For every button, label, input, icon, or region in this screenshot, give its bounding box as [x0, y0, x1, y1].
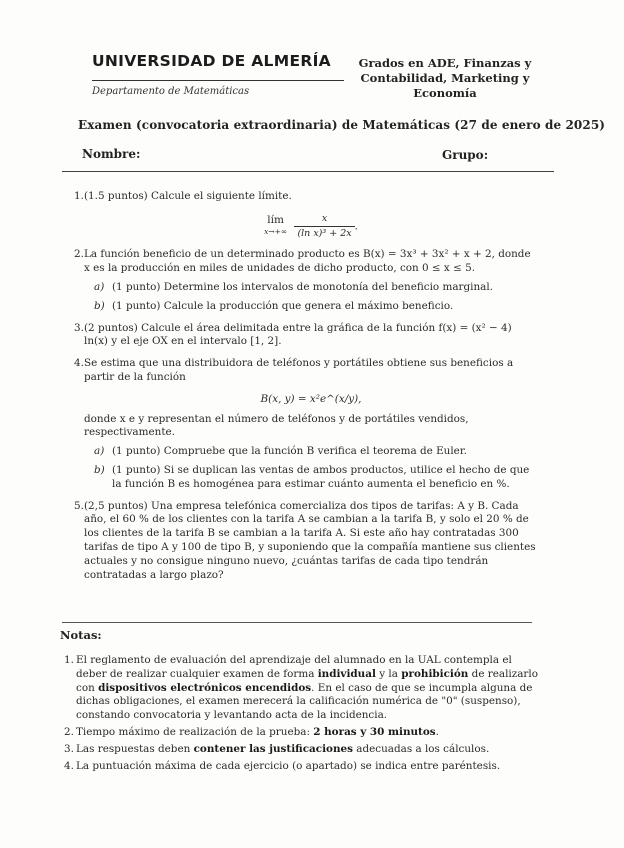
- university-name: UNIVERSIDAD DE ALMERÍA: [92, 52, 331, 70]
- department-name: Departamento de Matemáticas: [92, 86, 250, 97]
- problem-number: 5.: [74, 499, 84, 512]
- problems-section: [74, 190, 538, 590]
- name-label: Nombre:: [82, 147, 141, 161]
- note-item: 2. Tiempo máximo de realización de la prueba: 2 horas y 30 minutos.: [64, 725, 439, 738]
- problem-5: [74, 500, 538, 583]
- problem-text: (2,5 puntos) Una empresa telefónica comercializa dos tipos de tarifas: A y B. Cada año, el 60 % de los clientes con la tarifa A se cambian a la tarifa B, y solo el 20 % de los clientes de la tarifa B se cambian a la tarifa A. Si este año hay contratadas 300 tarifas de tipo A y 100 de tipo B, y suponiendo que la compañía mantiene sus clientes actuales y no consigue ninguno nuevo, ¿cuántas tarifas de cada tipo tendrán contratadas a largo plazo?: [84, 499, 536, 581]
- problem-text: La función beneficio de un determinado producto es B(x) = 3x³ + 3x² + x + 2, donde x es la producción en miles de unidades de dicho producto, con 0 ≤ x ≤ 5.: [84, 248, 531, 275]
- problem-2: [74, 248, 538, 313]
- problem-text: (1.5 puntos) Calcule el siguiente límite.: [84, 190, 292, 202]
- notes-rule: [62, 622, 532, 623]
- problem-number: 3.: [74, 321, 84, 334]
- problem-part: b) (1 punto) Si se duplican las ventas de ambos productos, utilice el hecho de que la función B es homogénea para estimar cuánto aumenta el beneficio en %.: [94, 463, 530, 490]
- bold-term: individual: [317, 667, 376, 680]
- problem-4: [74, 357, 538, 491]
- problem-text-after: donde x e y representan el número de teléfonos y de portátiles vendidos, respectivamente.: [84, 412, 469, 439]
- problem-text: Se estima que una distribuidora de teléfonos y portátiles obtiene sus beneficios a partir de la función: [84, 357, 514, 383]
- degree-line: Economía: [413, 86, 477, 100]
- problem-part: a) (1 punto) Compruebe que la función B verifica el teorema de Euler.: [94, 445, 467, 458]
- limit-operator: lím x→+∞: [264, 213, 288, 236]
- problem-text: (2 puntos) Calcule el área delimitada entre la gráfica de la función f(x) = (x² − 4) ln(x) y el eje OX en el intervalo [1, 2].: [84, 321, 512, 348]
- note-item: 3. Las respuestas deben contener las justificaciones adecuadas a los cálculos.: [64, 742, 490, 755]
- profit-formula: B(x, y) = x²e^(x/y),: [260, 392, 362, 405]
- degree-line: Grados en ADE, Finanzas y: [358, 56, 532, 70]
- problem-3: [74, 322, 538, 350]
- bold-term: contener las justificaciones: [193, 742, 353, 755]
- group-label: Grupo:: [442, 148, 489, 162]
- header-rule: [92, 80, 344, 81]
- note-item: 1. El reglamento de evaluación del aprendizaje del alumnado en la UAL contempla el deber de realizar cualquier examen de forma individual y la prohibición de realizarlo con dispositivos electrónicos encendidos. En el caso de que se incumpla alguna de dichas obligaciones, el examen merecerá la calificación numérica de "0" (suspenso), constando convocatoria y levantando acta de la incidencia.: [64, 654, 538, 722]
- degrees-block: [350, 56, 540, 101]
- exam-title: Examen (convocatoria extraordinaria) de Matemáticas (27 de enero de 2025): [78, 118, 606, 132]
- degree-line: Contabilidad, Marketing y: [360, 71, 530, 85]
- problem-part: a) (1 punto) Determine los intervalos de monotonía del beneficio marginal.: [94, 280, 493, 293]
- name-rule: [62, 171, 554, 172]
- notes-list: [62, 654, 538, 776]
- limit-formula: lím x→+∞ $\frac{x}{\text{(ln x)³ + 2x}}$ .: [264, 212, 358, 239]
- problem-number: 1.: [74, 190, 84, 202]
- notes-title: Notas:: [60, 628, 102, 642]
- problem-number: 4.: [74, 357, 84, 370]
- problem-number: 2.: [74, 248, 84, 261]
- note-item: 4. La puntuación máxima de cada ejercicio (o apartado) se indica entre paréntesis.: [64, 759, 501, 772]
- bold-term: 2 horas y 30 minutos: [313, 725, 436, 738]
- bold-term: dispositivos electrónicos encendidos: [98, 681, 312, 694]
- problem-part: b) (1 punto) Calcule la producción que genera el máximo beneficio.: [94, 299, 454, 312]
- limit-fraction: $\frac{x}{\text{(ln x)³ + 2x}}$: [294, 212, 354, 241]
- bold-term: prohibición: [401, 667, 469, 680]
- problem-1: [74, 190, 538, 240]
